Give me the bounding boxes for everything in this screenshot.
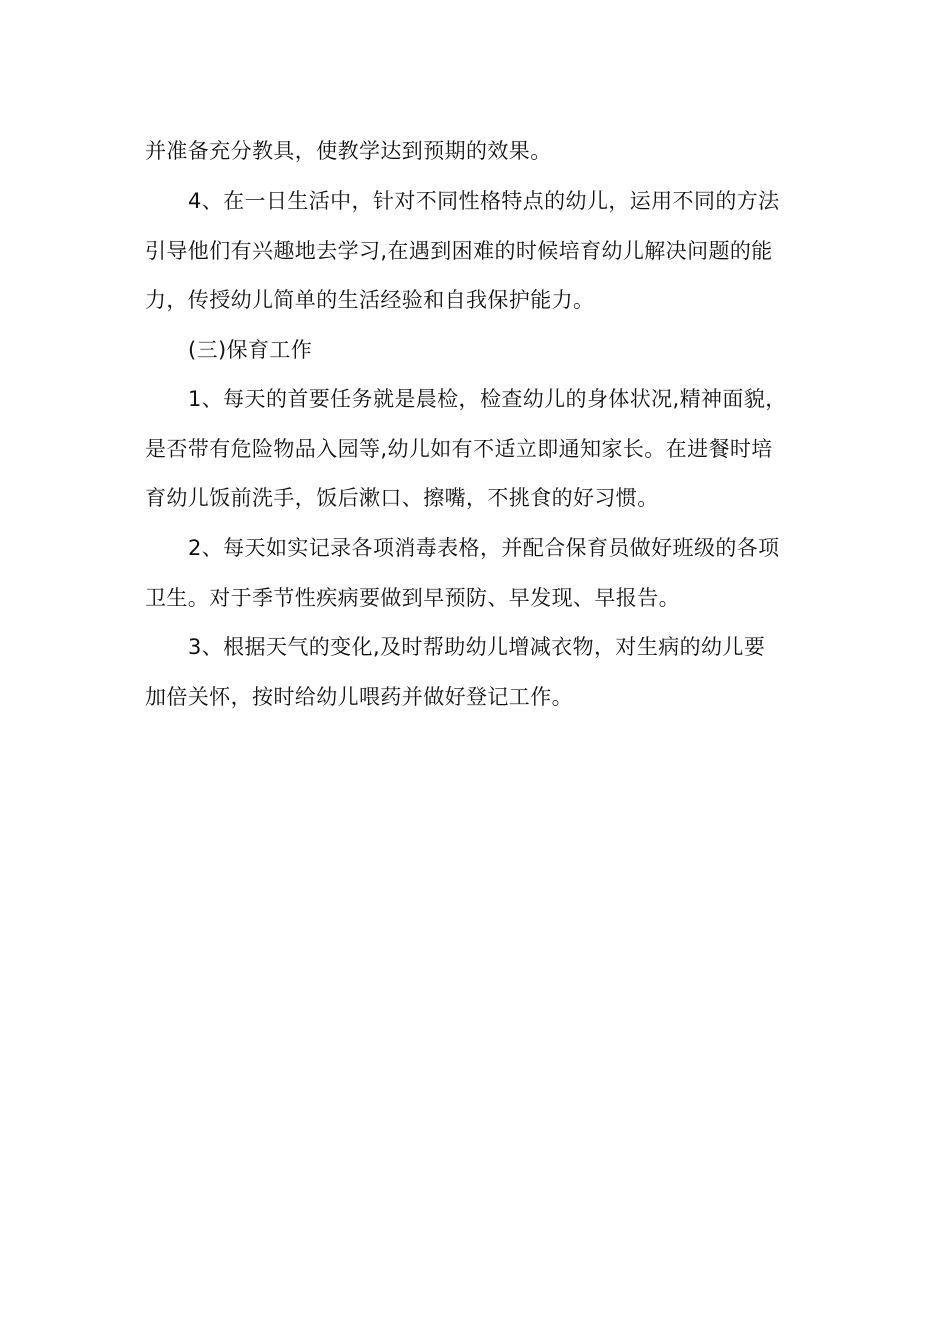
paragraph-line: 引导他们有兴趣地去学习,在遇到困难的时候培育幼儿解决问题的能 [145,239,773,263]
paragraph-line: 2、每天如实记录各项消毒表格，并配合保育员做好班级的各项 [188,536,780,560]
paragraph-line: 加倍关怀，按时给幼儿喂药并做好登记工作。 [145,685,573,709]
paragraph-line: 是否带有危险物品入园等,幼儿如有不适立即通知家长。在进餐时培 [145,437,773,461]
section-heading: (三)保育工作 [188,338,313,362]
paragraph-line: 3、根据天气的变化,及时帮助幼儿增减衣物，对生病的幼儿要 [188,635,766,659]
paragraph-line: 卫生。对于季节性疾病要做到早预防、早发现、早报告。 [145,586,680,610]
paragraph-line: 力，传授幼儿简单的生活经验和自我保护能力。 [145,288,595,312]
paragraph-line: 并准备充分教具，使教学达到预期的效果。 [145,139,552,163]
paragraph-line: 1、每天的首要任务就是晨检，检查幼儿的身体状况,精神面貌， [188,387,787,411]
paragraph-line: 育幼儿饭前洗手，饭后漱口、擦嘴，不挑食的好习惯。 [145,486,659,510]
paragraph-line: 4、在一日生活中，针对不同性格特点的幼儿，运用不同的方法 [188,189,780,213]
